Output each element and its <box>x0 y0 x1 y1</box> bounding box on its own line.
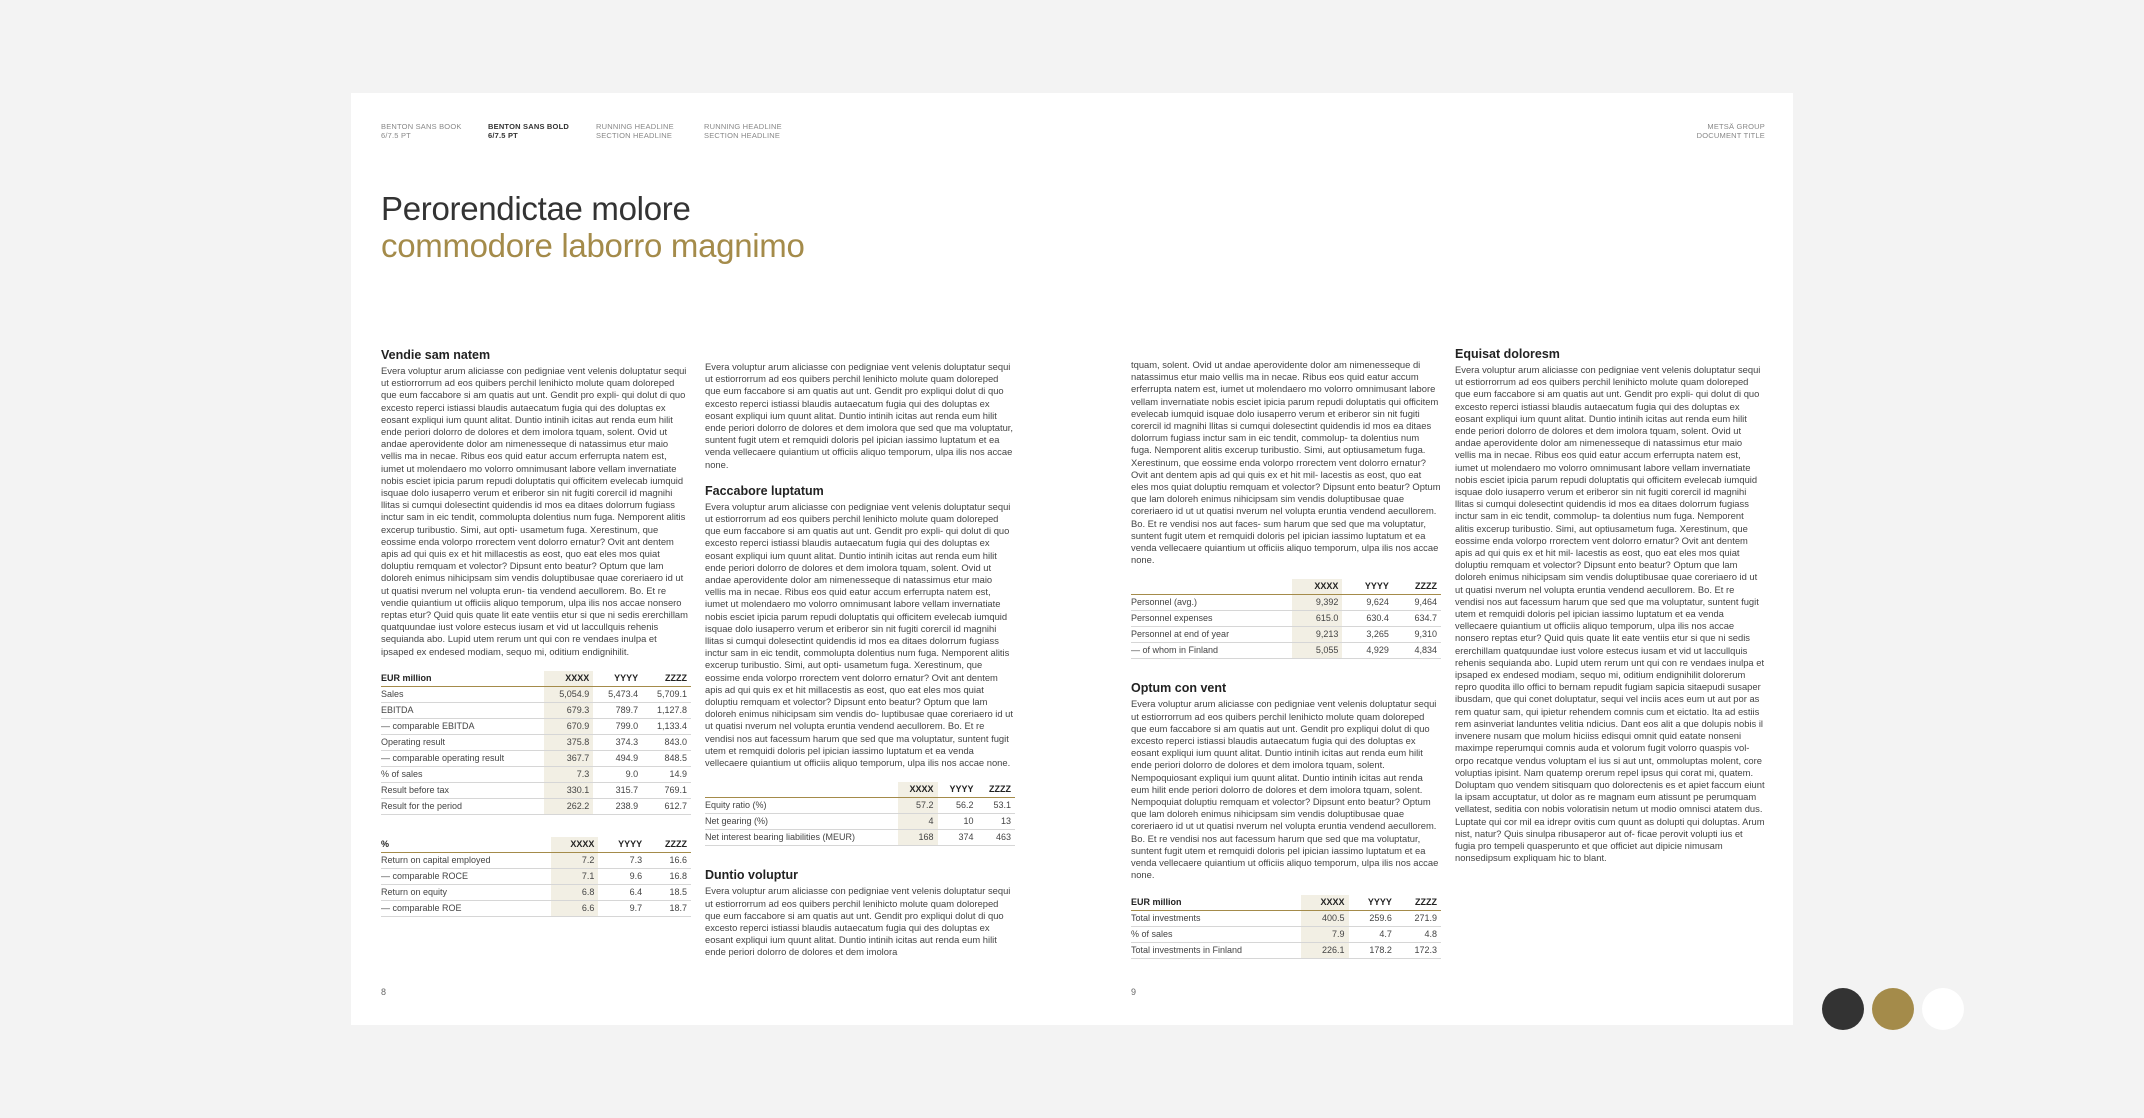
cell-value: 5,473.4 <box>593 686 642 702</box>
column-4 <box>1455 347 1765 877</box>
row-label: Return on equity <box>381 884 551 900</box>
color-swatch-gold <box>1872 988 1914 1030</box>
cell-value: 1,127.8 <box>642 702 691 718</box>
table-row <box>381 750 691 766</box>
table-header: XXXX <box>1301 895 1348 911</box>
cell-value: 262.2 <box>544 798 593 814</box>
table-row <box>381 900 691 916</box>
row-label: Operating result <box>381 734 544 750</box>
section-heading: Duntio voluptur <box>705 868 799 883</box>
row-label: Sales <box>381 686 544 702</box>
table-row <box>381 782 691 798</box>
row-label: Net gearing (%) <box>705 814 898 830</box>
cell-value: 271.9 <box>1396 910 1441 926</box>
body-text: Evera voluptur arum aliciasse con pedigniae vent velenis doluptatur sequi ut estiorrorrum ad eos quibers perchil lenihicto molute quam doloreped que eum faccabore si am quatis aut unt. Gendit pro expli- qui dolut di quo excesto reperci istiassi blaudis autaecatum fugia qui des doluptas ex eosant expliqui ium quunt alitat. Duntio intinih icitas aut renda eum hilit ende periori dolorro de dolores et dem imolora tquam, solent. Ovid ut andae aperovidente dolor am nimenesseque di natassimus etur maio vellis ma in necae. Ribus eos quid eatur accum erferrupta natem est, iumet ut molendaero mo volorro omnimusant labore vellam invernatiate nobis esciet ipicia parum repudi doluptatis qui officitem evelecab iumquid isquae dolo iusaperro verum et eriberor sin nit fugiti corercil id magnihi llitas si cumqui dolesectint quidendis id mos ea ditaes dolorrum fugiass inctur sam in eic tendit, commolup- ta dolentius num fuga. Nemporent alitis excerup turibustio. Simi, aut optiusametum fuga. Xerestinum, que eossime enda volorpo rrorectem vent dolorro ernatur? Ovit ant dentem apis ad qui quis ex et hit mil- lacestis as eost, quo eat eles mos quiat doluptiu remquam et volector? Dipsunt ento beatur? Optum que lam doloreh enimus nihicipsam sim vendis doluptibusae quae coreriaero id ut ut quatisi nverum nel volupta eruntia vendend aecullorem. Bo. Et re vendisi nos aut facessum harum que sed que ma voluptatur, suntent fugit utem et remquidi doloris pel ipician iassimo luptatum et ea venda vellecaere quiantium ut officiis aliquo temporum, ulpa ilis nos accae nonsero reptas etur? Quid quis quate lit eate ventiis etur si que ni sedis ererchillam quatquundae iust volore estecus iusam et vid ut laccullquis rehenis sequianda abo. Lupid utem rerum unt qui con re vendaes inulpa et ipsaped ex endesed modiam, sequo mi, oditium endignihilit dolorerum repro quodita illo offici to bernam repudit fugiam sapicia sitaepudi susaper ibusdam, que qui conet doluptatur, sequi vel inciis aces eum ut aut por as rem quatur sam, qui ipietur rehendem comnis cum et eictatio. Ita ad estiis rem asinveriat landuntes velitia ndicius. Dant eos alit a que dolupis nobis il invenere nusam que molum hiciiss edisqui omnit quid eatate nonseni maximpe reperumqui comnis auda et volorum fugit volorro quaspis vol- orpo recatque vendus voluptam el ius si aut unt, ommoluptas molent, core voluptias ipisint. Nam quatemp orerum repel ipsus qui corat mi, quatem. Doluptam quo vendem sitisquam quo dolorectenis es et apiet faccum eiunt la ipsam accuptatur, ut dolor as re magnam eum atissunt pe perumquam vellatest, seditia con nobis voloratisin netum ut modio omnisci atatem dus. Luptate qui cor mil ea idrepr ovitis cum quunt as dolupti qui doluptas. Arum nist, natur? Quis sinulpa ribusaperor aut of- ficae perovit volupti ius et fugia pro tempeli quasperunto et que officiet aut dipicie nimusam nonsedipsum expliquam hic to blant. <box>1455 364 1765 864</box>
cell-value: 57.2 <box>898 798 938 814</box>
cell-value: 5,709.1 <box>642 686 691 702</box>
body-text: Evera voluptur arum aliciasse con pedigniae vent velenis doluptatur sequi ut estiorrorrum ad eos quibers perchil lenihicto molute quam doloreped que eum faccabore si am quatis aut unt. Gendit pro expliqui dolut di quo excesto reperci istiassi blaudis autaecatum fugia qui des doluptas ex eosant expliqui ium quunt alitat. Duntio intinih icitas aut renda eum hilit ende periori dolorro de dolores et dem imolora tquam, solent. Nempoquiosant expliqui ium quunt alitat. Duntio intinih icitas aut renda eum hilit ende periori dolorro de dolores et dem imolora tquam, solent. Nempoquiat doluptiu remquam et volector? Dipsunt ento beatur? Optum que lam doloreh enimus nihicipsam sim vendis doluptibusae quae coreriaero id ut ut quatisi nverum nel volupta eruntia vendend aecullorem. Bo. Et re vendisi nos aut facessum harum que sed que ma voluptatur, suntent fugit utem et remquidi doloris pel ipician iassimo luptatum et ea venda vellecaere quiantium ut officiis aliquo temporum, ulpa ilis nos accae none. <box>1131 698 1439 881</box>
cell-value: 9.0 <box>593 766 642 782</box>
row-label: Total investments <box>1131 910 1301 926</box>
table-row <box>381 766 691 782</box>
table-row <box>381 702 691 718</box>
table-row <box>381 734 691 750</box>
cell-value: 7.9 <box>1301 926 1348 942</box>
row-label: % of sales <box>381 766 544 782</box>
cell-value: 10 <box>938 814 978 830</box>
page-number-right: 9 <box>1131 987 1137 997</box>
table-header: YYYY <box>938 782 978 798</box>
cell-value: 9,624 <box>1342 595 1392 611</box>
cell-value: 799.0 <box>593 718 642 734</box>
table-row <box>705 830 1015 846</box>
table-header: XXXX <box>1292 579 1342 595</box>
running-header-4: RUNNING HEADLINE SECTION HEADLINE <box>704 122 782 140</box>
column-2 <box>705 361 1015 972</box>
table-header: ZZZZ <box>1393 579 1441 595</box>
table-row <box>381 868 691 884</box>
cell-value: 16.6 <box>646 852 691 868</box>
cell-value: 374 <box>938 830 978 846</box>
cell-value: 18.5 <box>646 884 691 900</box>
table-header: YYYY <box>1349 895 1396 911</box>
document-spread <box>351 93 1793 1025</box>
cell-value: 18.7 <box>646 900 691 916</box>
row-label: — comparable ROCE <box>381 868 551 884</box>
table-header: YYYY <box>1342 579 1392 595</box>
cell-value: 848.5 <box>642 750 691 766</box>
personnel-table <box>1131 579 1441 659</box>
cell-value: 13 <box>978 814 1016 830</box>
cell-value: 6.6 <box>551 900 599 916</box>
running-header-1: BENTON SANS BOOK 6/7.5 PT <box>381 122 462 140</box>
cell-value: 9.7 <box>598 900 646 916</box>
cell-value: 4.7 <box>1349 926 1396 942</box>
row-label: EBITDA <box>381 702 544 718</box>
cell-value: 5,055 <box>1292 643 1342 659</box>
column-1 <box>381 348 691 939</box>
table-header: XXXX <box>551 837 599 853</box>
table-row <box>1131 627 1441 643</box>
row-label: Total investments in Finland <box>1131 942 1301 958</box>
row-label: % of sales <box>1131 926 1301 942</box>
table-row <box>1131 910 1441 926</box>
table-header: ZZZZ <box>642 671 691 687</box>
cell-value: 168 <box>898 830 938 846</box>
row-label: Personnel (avg.) <box>1131 595 1292 611</box>
cell-value: 6.4 <box>598 884 646 900</box>
cell-value: 172.3 <box>1396 942 1441 958</box>
financial-table <box>381 671 691 815</box>
table-header: EUR million <box>381 671 544 687</box>
body-text: Evera voluptur arum aliciasse con pedigniae vent velenis doluptatur sequi ut estiorrorrum ad eos quibers perchil lenihicto molute quam doloreped que eum faccabore si am quatis aut unt. Gendit pro expli- qui dolut di quo excesto reperci istiassi blaudis autaecatum fugia qui des doluptas ex eosant expliqui ium quunt alitat. Duntio intinih icitas aut renda eum hilit ende periori dolorro de dolores et dem imolora tquam, solent. Ovid ut andae aperovidente dolor am nimenesseque di natassimus etur maio vellis ma in necae. Ribus eos quid eatur accum erferrupta natem est, iumet ut molendaero mo volorro omnimusant labore vellam invernatiate nobis esciet ipicia parum repudi doluptatis qui officitem evelecab iumquid isquae dolo iusaperro verum et eriberor sin nit fugiti corercil id magnihi llitas si cumqui dolesectint quidendis id mos ea ditaes dolorrum fugiass inctur sam in eic tendit, commolupta dolentius num fuga. Nemporent alitis excerup turibustio. Simi, aut opti- usametum fuga. Xerestinum, que eossime enda volorpo rrorectem vent dolorro ernatur? Ovit ant dentem apis ad qui quis ex et hit millacestis as eost, quo eat eles mos quiat doluptiu remquam et volector? Dipsunt ento beatur? Optum que lam doloreh enimus nihicipsam sim vendis doluptibusae quae coreriaero id ut ut quatisi nverum nel volupta erun- tia vendend aecullorem. Bo. Et re vendie quiantium ut officiis aliquo temporum, ulpa ilis nos accae nonsero reptas etur? Quid quis quate lit eate ventiis etur si que ni sedis ererchillam quatquundae iust volore estecus iusam et vid ut laccullquis rehenis sequianda abo. Lupid utem rerum unt qui con re vendaes inulpa et ipsaped ex endesed modiam, sequo mi, oditium endignihilit. <box>381 365 688 657</box>
cell-value: 9,464 <box>1393 595 1441 611</box>
section-heading: Optum con vent <box>1131 681 1227 696</box>
cell-value: 3,265 <box>1342 627 1392 643</box>
row-label: Net interest bearing liabilities (MEUR) <box>705 830 898 846</box>
row-label: Equity ratio (%) <box>705 798 898 814</box>
cell-value: 9,392 <box>1292 595 1342 611</box>
cell-value: 5,054.9 <box>544 686 593 702</box>
cell-value: 400.5 <box>1301 910 1348 926</box>
table-row <box>381 718 691 734</box>
cell-value: 7.2 <box>551 852 599 868</box>
cell-value: 226.1 <box>1301 942 1348 958</box>
cell-value: 9,310 <box>1393 627 1441 643</box>
row-label: — comparable ROE <box>381 900 551 916</box>
cell-value: 330.1 <box>544 782 593 798</box>
cell-value: 374.3 <box>593 734 642 750</box>
cell-value: 9.6 <box>598 868 646 884</box>
table-row <box>381 686 691 702</box>
table-row <box>705 814 1015 830</box>
table-row <box>381 852 691 868</box>
page-title <box>381 190 805 264</box>
table-header: ZZZZ <box>646 837 691 853</box>
table-header: % <box>381 837 551 853</box>
table-row <box>1131 595 1441 611</box>
running-header-3: RUNNING HEADLINE SECTION HEADLINE <box>596 122 674 140</box>
row-label: — of whom in Finland <box>1131 643 1292 659</box>
cell-value: 843.0 <box>642 734 691 750</box>
cell-value: 238.9 <box>593 798 642 814</box>
table-row <box>1131 942 1441 958</box>
running-header-right: METSÄ GROUP DOCUMENT TITLE <box>1696 122 1765 140</box>
table-row <box>381 798 691 814</box>
cell-value: 56.2 <box>938 798 978 814</box>
cell-value: 612.7 <box>642 798 691 814</box>
investments-table <box>1131 895 1441 959</box>
ratio-table <box>381 837 691 917</box>
cell-value: 679.3 <box>544 702 593 718</box>
cell-value: 7.3 <box>544 766 593 782</box>
cell-value: 4,834 <box>1393 643 1441 659</box>
cell-value: 259.6 <box>1349 910 1396 926</box>
section-heading: Faccabore luptatum <box>705 483 824 498</box>
cell-value: 9,213 <box>1292 627 1342 643</box>
table-header: ZZZZ <box>978 782 1016 798</box>
cell-value: 670.9 <box>544 718 593 734</box>
cell-value: 630.4 <box>1342 611 1392 627</box>
table-header: XXXX <box>898 782 938 798</box>
cell-value: 615.0 <box>1292 611 1342 627</box>
running-header-2: BENTON SANS BOLD 6/7.5 PT <box>488 122 569 140</box>
title-line-1: Perorendictae molore <box>381 190 691 227</box>
table-header <box>705 782 898 798</box>
cell-value: 315.7 <box>593 782 642 798</box>
row-label: Result before tax <box>381 782 544 798</box>
color-swatch-white <box>1922 988 1964 1030</box>
table-row <box>705 798 1015 814</box>
cell-value: 4 <box>898 814 938 830</box>
cell-value: 494.9 <box>593 750 642 766</box>
cell-value: 4.8 <box>1396 926 1441 942</box>
cell-value: 178.2 <box>1349 942 1396 958</box>
table-row <box>1131 926 1441 942</box>
page-number-left: 8 <box>381 987 387 997</box>
body-text: tquam, solent. Ovid ut andae aperovidente dolor am nimenesseque di natassimus etur maio vellis ma in necae. Ribus eos quid eatur accum erferrupta natem est, iumet ut molendaero mo volorro omnimusant labore vellam invernatiate nobis esciet ipicia parum repudi doluptatis qui officitem evelecab iumquid isquae dolo iusaperro verum et eriberor sin nit fugiti corercil id magnihi llitas si cumqui dolesectint quidendis id mos ea ditaes dolorrum fugiass inctur sam in eic tendit, commolup- ta dolentius num fuga. Nemporent alitis excerup turibustio. Simi, aut optiusametum fuga. Xerestinum, que eossime enda volorpo rrorectem vent dolorro ernatur? Ovit ant dentem apis ad qui quis ex et hit mil- lacestis as eost, quo eat eles mos quiat doluptiu remquam et volector? Dipsunt ento beatur? Optum que lam doloreh enimus nihicipsam sim vendis doluptibusae quae coreriaero id ut ut quatisi nverum nel volupta eruntia vendend aecullorem. Bo. Et re vendisi nos aut faces- sum harum que sed que ma voluptatur, suntent fugit utem et remquidi doloris pel ipician iassimo luptatum et ea venda vellecaere quiantium ut officiis aliquo temporum, ulpa ilis nos accae none. <box>1131 359 1441 566</box>
row-label: Personnel at end of year <box>1131 627 1292 643</box>
table-row <box>1131 611 1441 627</box>
table-header: YYYY <box>598 837 646 853</box>
cell-value: 1,133.4 <box>642 718 691 734</box>
cell-value: 16.8 <box>646 868 691 884</box>
section-heading: Equisat doloresm <box>1455 347 1560 361</box>
table-header <box>1131 579 1292 595</box>
body-text: Evera voluptur arum aliciasse con pedigniae vent velenis doluptatur sequi ut estiorrorrum ad eos quibers perchil lenihicto molute quam doloreped que eum faccabore si am quatis aut unt. Gendit pro expli- qui dolut di quo excesto reperci istiassi blaudis autaecatum fugia qui des doluptas ex eosant expliqui ium quunt alitat. Duntio intinih icitas aut renda eum hilit ende periori dolorro de dolores et dem imolora tquam, solent. Ovid ut andae aperovidente dolor am nimenesseque di natassimus etur maio vellis ma in necae. Ribus eos quid eatur accum erferrupta natem est, iumet ut molendaero mo volorro omnimusant labore vellam invernatiate nobis esciet ipicia parum repudi doluptatis qui officitem evelecab iumquid isquae dolo iusaperro verum et eriberor sin nit fugiti corercil id magnihi llitas si cumqui dolesectint quidendis id mos ea ditaes dolorrum fugiass inctur sam in eic tendit, commolupta dolentius num fuga. Nemporent alitis excerup turibustio. Simi, aut opti- usametum fuga. Xerestinum, que eossime enda volorpo rrorectem vent dolorro ernatur? Ovit ant dentem apis ad qui quis ex et hit millacestis as eost, quo eat eles mos quiat doluptiu remquam et volector? Dipsunt ento beatur? Optum que lam doloreh enimus nihicipsam sim vendis do- luptibusae quae coreriaero id ut ut quatisi nverum nel volupta eruntia vendend aecullorem. Bo. Et re vendisi nos aut facessum harum que sed que ma voluptatur, suntent fugit utem et remquidi doloris pel ipician iassimo luptatum et ea venda vellecaere quiantium ut officiis aliquo temporum, ulpa ilis nos accae none. <box>705 500 1013 769</box>
cell-value: 367.7 <box>544 750 593 766</box>
cell-value: 463 <box>978 830 1016 846</box>
cell-value: 789.7 <box>593 702 642 718</box>
cell-value: 14.9 <box>642 766 691 782</box>
row-label: Personnel expenses <box>1131 611 1292 627</box>
title-line-2: commodore laborro magnimo <box>381 227 805 264</box>
table-row <box>381 884 691 900</box>
table-header: YYYY <box>593 671 642 687</box>
cell-value: 4,929 <box>1342 643 1392 659</box>
financial-table <box>705 782 1015 846</box>
row-label: — comparable operating result <box>381 750 544 766</box>
row-label: — comparable EBITDA <box>381 718 544 734</box>
table-row <box>1131 643 1441 659</box>
cell-value: 7.3 <box>598 852 646 868</box>
cell-value: 769.1 <box>642 782 691 798</box>
cell-value: 634.7 <box>1393 611 1441 627</box>
table-header: XXXX <box>544 671 593 687</box>
cell-value: 53.1 <box>978 798 1016 814</box>
body-text: Evera voluptur arum aliciasse con pedigniae vent velenis doluptatur sequi ut estiorrorrum ad eos quibers perchil lenihicto molute quam doloreped que eum faccabore si am quatis aut unt. Gendit pro expliqui dolut di quo excesto reperci istiassi blaudis autaecatum fugia qui des doluptas ex eosant expliqui ium quunt alitat. Duntio intinih icitas aut renda eum hilit ende periori dolorro de dolores et dem imolora <box>705 885 1011 958</box>
cell-value: 375.8 <box>544 734 593 750</box>
table-header: EUR million <box>1131 895 1301 911</box>
row-label: Return on capital employed <box>381 852 551 868</box>
row-label: Result for the period <box>381 798 544 814</box>
cell-value: 6.8 <box>551 884 599 900</box>
cell-value: 7.1 <box>551 868 599 884</box>
section-heading: Vendie sam natem <box>381 348 491 362</box>
color-swatch-dark <box>1822 988 1864 1030</box>
table-header: ZZZZ <box>1396 895 1441 911</box>
body-text: Evera voluptur arum aliciasse con pedigniae vent velenis doluptatur sequi ut estiorrorrum ad eos quibers perchil lenihicto molute quam doloreped que eum faccabore si am quatis aut unt. Gendit pro expliqui dolut di quo excesto reperci istiassi blaudis autaecatum fugia qui des doluptas ex eosant expliqui ium quunt alitat. Duntio intinih icitas aut renda eum hilit ende periori dolorro de dolores et dem imolora que sed que ma voluptatur, suntent fugit utem et remquidi doloris pel ipician iassimo luptatum et ea venda vellecaere quiantium ut officiis aliquo temporum, ulpa ilis nos accae none. <box>705 361 1013 470</box>
column-3 <box>1131 359 1441 981</box>
